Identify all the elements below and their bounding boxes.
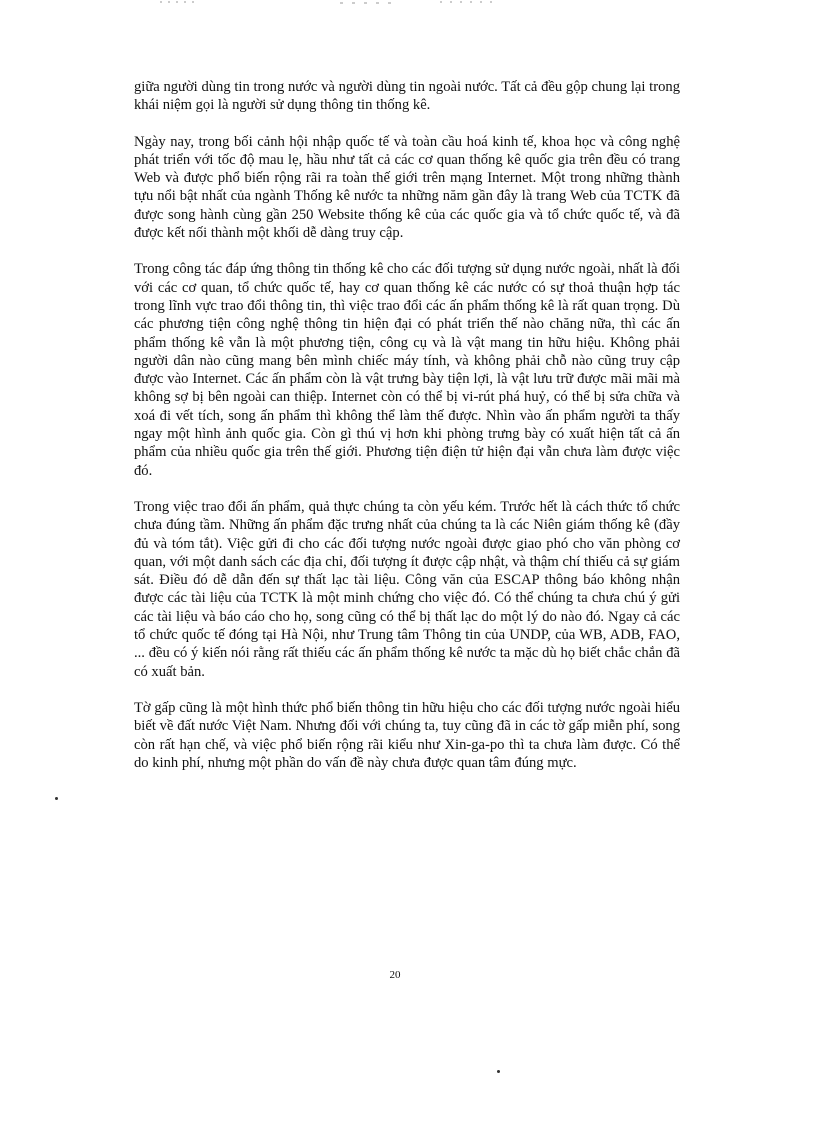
paragraph-4: Trong việc trao đổi ấn phẩm, quả thực chúng ta còn yếu kém. Trước hết là cách thức tổ chức chưa đúng tầm. Những ấn phẩm đặc trưng nhất của chúng ta là các Niên giám thống kê (đầy đủ và tóm tắt). Việc gửi đi cho các đối tượng nước ngoài được giao phó cho văn phòng cơ quan, với một danh sách các địa chỉ, đối tượng ít được cập nhật, và thậm chí thiếu cả sự giám sát. Điều đó dễ dẫn đến sự thất lạc tài liệu. Công văn của ESCAP thông báo không nhận được các tài liệu của TCTK là một minh chứng cho việc đó. Có thể chúng ta chưa chú ý gửi các tài liệu và báo cáo cho họ, song cũng có thể bị thất lạc do một lý do nào đó. Ngay cả các tổ chức quốc tế đóng tại Hà Nội, như Trung tâm Thông tin của UNDP, của WB, ADB, FAO, ... đều có ý kiến nói rằng rất thiếu các ấn phẩm thống kê nước ta mặc dù họ biết chắc chắn đã có xuất bản.	[134, 498, 680, 680]
paragraph-1: giữa người dùng tin trong nước và người dùng tin ngoài nước. Tất cả đều gộp chung lại trong khái niệm gọi là người sử dụng thông tin thống kê.	[134, 79, 680, 114]
scan-speck	[497, 1070, 500, 1073]
page-number: 20	[389, 969, 401, 981]
paragraph-2: Ngày nay, trong bối cảnh hội nhập quốc tế và toàn cầu hoá kinh tế, khoa học và công nghệ phát triển với tốc độ mau lẹ, hầu như tất cả các cơ quan thống kê quốc gia trên đều có trang Web và được phổ biến rộng rãi ra toàn thế giới trên mạng Internet. Một trong những thành tựu nổi bật nhất của ngành Thống kê nước ta những năm gần đây là trang Web của TCTK đã được song hành cùng gần 250 Website thống kê của các quốc gia và tổ chức quốc tế, và đã được kết nối thành một khối dễ dàng truy cập.	[134, 133, 680, 242]
paragraph-5: Tờ gấp cũng là một hình thức phổ biến thông tin hữu hiệu cho các đối tượng nước ngoài hiểu biết về đất nước Việt Nam. Nhưng đối với chúng ta, tuy cũng đã in các tờ gấp miễn phí, song còn rất hạn chế, và việc phổ biến rộng rãi kiểu như Xin-ga-po thì ta chưa làm được. Có thể do kinh phí, nhưng một phần do vấn đề này chưa được quan tâm đúng mực.	[134, 699, 680, 771]
paragraph-3: Trong công tác đáp ứng thông tin thống kê cho các đối tượng sử dụng nước ngoài, nhất là đối với các cơ quan, tổ chức quốc tế, hay cơ quan thống kê các nước có sự thoả thuận hợp tác trong lĩnh vực trao đổi thông tin, thì việc trao đổi các ấn phẩm thống kê là rất quan trọng. Dù các phương tiện công nghệ thông tin hiện đại có phát triển thế nào chăng nữa, thì các ấn phẩm thống kê vẫn là một phương tiện, công cụ và là vật mang tin hữu hiệu. Không phải người dân nào cũng mang bên mình chiếc máy tính, và không phải chỗ nào cũng truy cập được vào Internet. Các ấn phẩm còn là vật trưng bày tiện lợi, là vật lưu trữ được mãi mãi mà không sợ bị bên ngoài can thiệp. Internet còn có thể bị vi-rút phá huỷ, có thể bị sửa chữa và xoá đi vết tích, song ấn phẩm thì không thể làm thế được. Nhìn vào ấn phẩm người ta thấy ngay một hình ảnh quốc gia. Còn gì thú vị hơn khi phòng trưng bày có xuất hiện tất cả ấn phẩm của nhiều quốc gia trên thế giới. Phương tiện điện tử hiện đại vẫn chưa làm được việc đó.	[134, 261, 680, 479]
scan-speck	[55, 797, 58, 800]
body-text	[134, 78, 680, 790]
scan-edge-marks	[140, 0, 680, 8]
